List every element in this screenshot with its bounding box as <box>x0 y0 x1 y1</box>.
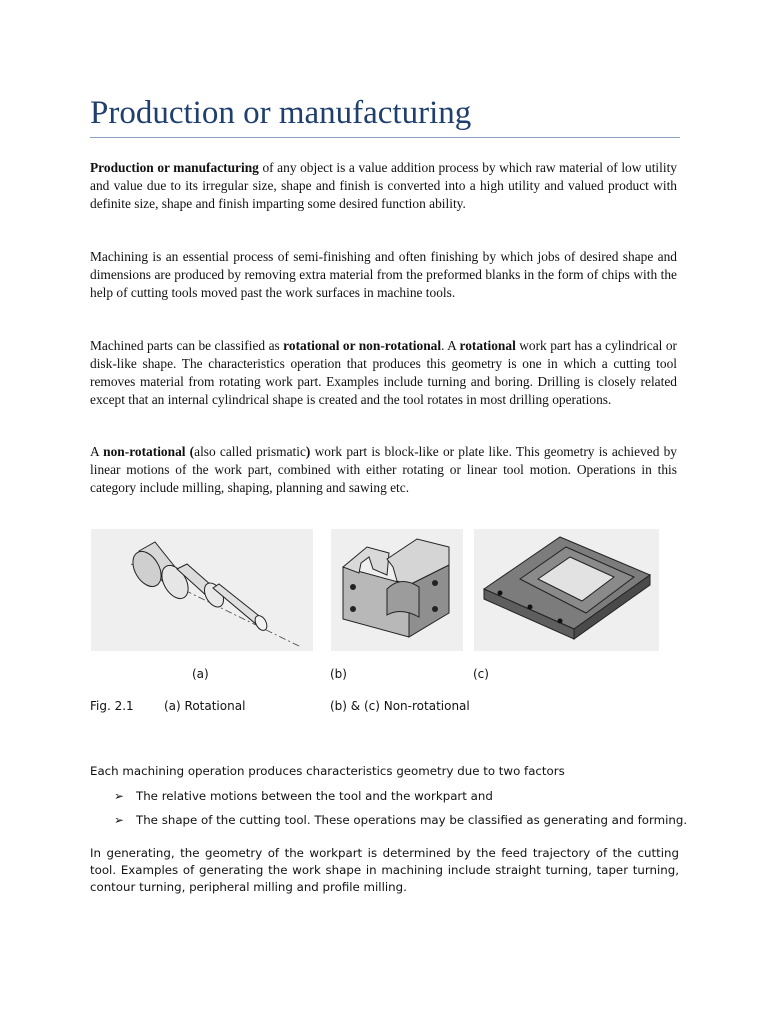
arrow-bullet-icon: ➢ <box>114 813 124 827</box>
bold-term: Production or manufacturing <box>90 160 259 175</box>
factors-intro: Each machining operation produces characteristics geometry due to two factors <box>90 764 565 778</box>
rotational-shaft-drawing <box>91 529 313 651</box>
paragraph-text: of any object is a value addition process by which raw material of low utility and value due to its irregular size, shape and finish is converted into a high utility and valued product with definite size, shape and finish imparting some desired function ability. <box>90 160 677 211</box>
figure-label-non-rotational: (b) & (c) Non-rotational <box>330 699 470 713</box>
list-item <box>114 812 687 829</box>
page-title: Production or manufacturing <box>90 95 472 131</box>
paragraph-machining: Machining is an essential process of semi-finishing and often finishing by which jobs of desired shape and dimensions are produced by removing extra material from the preformed blanks in the form of chips with the help of cutting tools moved past the work surfaces in machine tools. <box>90 249 677 300</box>
paragraph-text: also called prismatic <box>194 444 306 459</box>
pocketed-plate-drawing <box>474 529 659 651</box>
paragraph-non-rotational <box>90 443 677 497</box>
list-item-text: The relative motions between the tool and the workpart and <box>136 789 493 803</box>
figure-label-rotational: (a) Rotational <box>164 699 246 713</box>
paragraph-definition <box>90 159 677 213</box>
figure-rotational-part <box>91 529 313 651</box>
paragraph-text: work part is block-like or plate like. This geometry is achieved by linear motions of the work part, combined with either rotating or linear tool motion. Operations in this category include milling, shaping, planning and sawing etc. <box>90 444 678 495</box>
bold-term: rotational or non-rotational <box>283 338 442 353</box>
figure-caption-b: (b) <box>330 667 347 681</box>
bold-term: non-rotational ( <box>103 444 195 459</box>
paragraph-rotational <box>90 337 677 409</box>
paragraph-text: work part has a cylindrical or disk-like shape. The characteristics operation that produces this geometry is one in which a cutting tool removes material from rotating work part. Examples include turning and boring. Drilling is closely related except that an internal cylindrical shape is created and the tool rotates in most drilling operations. <box>90 338 677 407</box>
bold-term: ) <box>305 444 311 459</box>
figure-number: Fig. 2.1 <box>90 699 134 713</box>
list-item-text: The shape of the cutting tool. These operations may be classified as generating and forming. <box>136 813 688 827</box>
title-divider <box>90 137 680 138</box>
paragraph-generating <box>90 845 679 896</box>
paragraph-text: In generating <box>90 846 171 860</box>
paragraph-text: , the geometry of the workpart is determined by the feed trajectory of the cutting tool. Examples of generating the work shape in machining include straight turning, taper turning, contour turning, peripheral milling and profile milling. <box>90 846 679 894</box>
list-item <box>114 788 493 805</box>
figure-caption-a: (a) <box>192 667 209 681</box>
paragraph-text: A <box>90 444 104 459</box>
bold-term: rotational <box>459 338 516 353</box>
figure-caption-c: (c) <box>473 667 489 681</box>
slotted-block-drawing <box>331 529 463 651</box>
figure-prismatic-plate <box>474 529 659 651</box>
figure-prismatic-block <box>331 529 463 651</box>
paragraph-text: . A <box>441 338 460 353</box>
paragraph-text: Machined parts can be classified as <box>90 338 284 353</box>
arrow-bullet-icon: ➢ <box>114 789 124 803</box>
